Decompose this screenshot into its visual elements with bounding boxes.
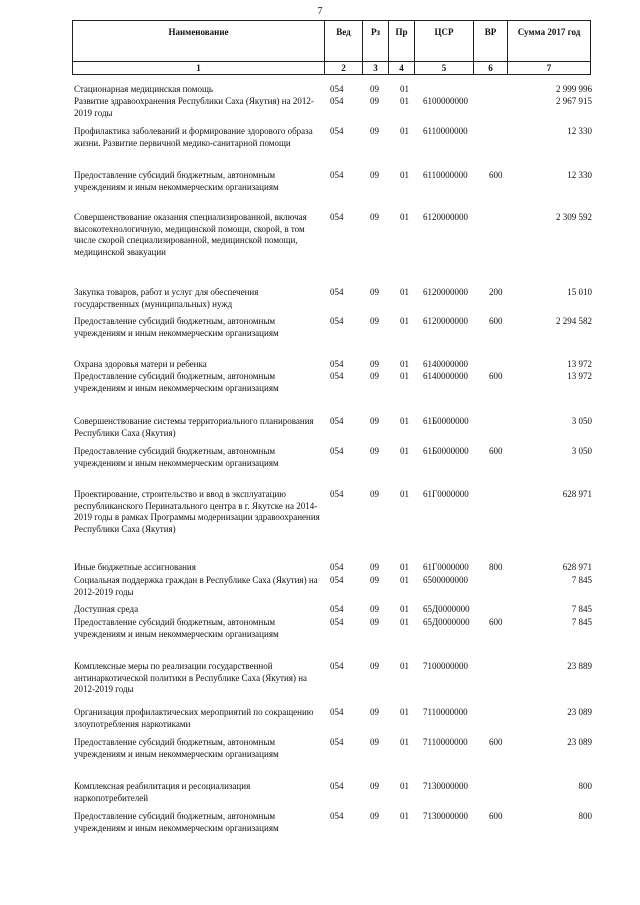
row-ved: 054 <box>330 416 344 426</box>
row-name: Доступная среда <box>74 604 139 614</box>
row-rz: 09 <box>370 359 379 369</box>
row-name: Закупка товаров, работ и услуг для обеспечения государственных (муниципальных) нужд <box>74 287 259 309</box>
row-sum: 23 889 <box>567 661 592 671</box>
row-vr: 600 <box>489 170 503 180</box>
header-ved: Вед <box>325 21 363 62</box>
row-csr: 61Б0000000 <box>423 446 469 456</box>
column-number: 4 <box>389 62 415 75</box>
row-rz: 09 <box>370 84 379 94</box>
row-rz: 09 <box>370 126 379 136</box>
row-name: Предоставление субсидий бюджетным, автономным учреждениям и иным некоммерческим организациям <box>74 446 279 468</box>
row-sum: 628 971 <box>562 562 592 572</box>
row-rz: 09 <box>370 781 379 791</box>
row-vr: 600 <box>489 371 503 381</box>
row-ved: 054 <box>330 707 344 717</box>
row-csr: 6100000000 <box>423 96 468 106</box>
row-csr: 7110000000 <box>423 737 468 747</box>
row-ved: 054 <box>330 489 344 499</box>
row-sum: 12 330 <box>567 170 592 180</box>
row-rz: 09 <box>370 96 379 106</box>
row-name: Комплексная реабилитация и ресоциализация наркопотребителей <box>74 781 251 803</box>
row-sum: 7 845 <box>571 617 592 627</box>
row-ved: 054 <box>330 96 344 106</box>
row-sum: 23 089 <box>567 737 592 747</box>
row-ved: 054 <box>330 811 344 821</box>
row-name: Предоставление субсидий бюджетным, автономным учреждениям и иным некоммерческим организациям <box>74 617 279 639</box>
row-rz: 09 <box>370 416 379 426</box>
row-rz: 09 <box>370 446 379 456</box>
row-name: Охрана здоровья матери и ребенка <box>74 359 207 369</box>
row-csr: 65Д0000000 <box>423 604 470 614</box>
row-csr: 61Г0000000 <box>423 562 469 572</box>
row-name: Предоставление субсидий бюджетным, автономным учреждениям и иным некоммерческим организациям <box>74 316 279 338</box>
row-csr: 6120000000 <box>423 316 468 326</box>
header-vr: ВР <box>474 21 508 62</box>
row-name: Предоставление субсидий бюджетным, автономным учреждениям и иным некоммерческим организациям <box>74 811 279 833</box>
row-name: Социальная поддержка граждан в Республике Саха (Якутия) на 2012-2019 годы <box>74 575 318 597</box>
row-ved: 054 <box>330 661 344 671</box>
row-name: Стационарная медицинская помощь <box>74 84 213 94</box>
row-ved: 054 <box>330 287 344 297</box>
column-number: 7 <box>508 62 591 75</box>
row-pr: 01 <box>400 287 409 297</box>
row-ved: 054 <box>330 562 344 572</box>
row-name: Совершенствование оказания специализированной, включая высокотехнологичную, медицинской помощи, скорой, в том числе скорой специализированной, медицинской помощи, медицинской эвакуации <box>74 212 307 257</box>
row-vr: 600 <box>489 737 503 747</box>
row-sum: 3 050 <box>571 446 592 456</box>
row-name: Профилактика заболеваний и формирование здорового образа жизни. Развитие первичной медико-санитарной помощи <box>74 126 313 148</box>
row-name: Развитие здравоохранения Республики Саха (Якутия) на 2012-2019 годы <box>74 96 314 118</box>
row-csr: 61Г0000000 <box>423 489 469 499</box>
row-name: Предоставление субсидий бюджетным, автономным учреждениям и иным некоммерческим организациям <box>74 371 279 393</box>
row-name: Комплексные меры по реализации государственной антинаркотической политики в Республике Саха (Якутия) на 2012-2019 годы <box>74 661 308 695</box>
row-csr: 6110000000 <box>423 126 468 136</box>
row-sum: 800 <box>578 811 592 821</box>
row-rz: 09 <box>370 661 379 671</box>
row-ved: 054 <box>330 446 344 456</box>
row-pr: 01 <box>400 96 409 106</box>
row-csr: 6500000000 <box>423 575 468 585</box>
row-ved: 054 <box>330 604 344 614</box>
row-pr: 01 <box>400 126 409 136</box>
row-pr: 01 <box>400 575 409 585</box>
row-ved: 054 <box>330 575 344 585</box>
row-name: Совершенствование системы территориального планирования Республики Саха (Якутия) <box>74 416 314 438</box>
row-pr: 01 <box>400 371 409 381</box>
row-sum: 23 089 <box>567 707 592 717</box>
row-csr: 6140000000 <box>423 371 468 381</box>
row-csr: 7130000000 <box>423 781 468 791</box>
header-name: Наименование <box>73 21 325 62</box>
row-ved: 054 <box>330 737 344 747</box>
header-rz: Рз <box>363 21 389 62</box>
row-ved: 054 <box>330 617 344 627</box>
row-rz: 09 <box>370 287 379 297</box>
row-ved: 054 <box>330 359 344 369</box>
row-pr: 01 <box>400 617 409 627</box>
row-pr: 01 <box>400 661 409 671</box>
row-csr: 6120000000 <box>423 212 468 222</box>
row-sum: 13 972 <box>567 371 592 381</box>
row-pr: 01 <box>400 707 409 717</box>
row-ved: 054 <box>330 170 344 180</box>
row-pr: 01 <box>400 446 409 456</box>
row-ved: 054 <box>330 371 344 381</box>
row-sum: 800 <box>578 781 592 791</box>
column-number: 5 <box>415 62 474 75</box>
row-csr: 6120000000 <box>423 287 468 297</box>
column-number: 1 <box>73 62 325 75</box>
row-ved: 054 <box>330 84 344 94</box>
header-sum: Сумма 2017 год <box>508 21 591 62</box>
row-rz: 09 <box>370 170 379 180</box>
row-vr: 600 <box>489 316 503 326</box>
row-pr: 01 <box>400 416 409 426</box>
row-vr: 200 <box>489 287 503 297</box>
row-sum: 7 845 <box>571 575 592 585</box>
row-ved: 054 <box>330 126 344 136</box>
row-rz: 09 <box>370 562 379 572</box>
column-number: 3 <box>363 62 389 75</box>
row-rz: 09 <box>370 371 379 381</box>
row-csr: 7110000000 <box>423 707 468 717</box>
header-pr: Пр <box>389 21 415 62</box>
row-csr: 61Б0000000 <box>423 416 469 426</box>
row-vr: 600 <box>489 446 503 456</box>
row-pr: 01 <box>400 811 409 821</box>
row-pr: 01 <box>400 359 409 369</box>
row-name: Предоставление субсидий бюджетным, автономным учреждениям и иным некоммерческим организациям <box>74 737 279 759</box>
row-csr: 65Д0000000 <box>423 617 470 627</box>
row-name: Иные бюджетные ассигнования <box>74 562 196 572</box>
row-rz: 09 <box>370 604 379 614</box>
row-csr: 7100000000 <box>423 661 468 671</box>
row-pr: 01 <box>400 84 409 94</box>
row-name: Проектирование, строительство и ввод в эксплуатацию республиканского Перинатального центра в г. Якутске на 2014-2019 годы в рамках Программы модернизации здравоохранения Республики Саха (Якутия) <box>74 489 320 534</box>
row-pr: 01 <box>400 316 409 326</box>
column-number: 6 <box>474 62 508 75</box>
row-name: Организация профилактических мероприятий по сокращению злоупотребления наркотиками <box>74 707 314 729</box>
row-rz: 09 <box>370 617 379 627</box>
row-pr: 01 <box>400 737 409 747</box>
row-pr: 01 <box>400 212 409 222</box>
row-sum: 7 845 <box>571 604 592 614</box>
row-vr: 600 <box>489 811 503 821</box>
row-rz: 09 <box>370 316 379 326</box>
row-sum: 3 050 <box>571 416 592 426</box>
row-ved: 054 <box>330 781 344 791</box>
row-pr: 01 <box>400 604 409 614</box>
page-number: 7 <box>317 6 323 17</box>
row-vr: 800 <box>489 562 503 572</box>
row-sum: 2 967 915 <box>556 96 592 106</box>
header-csr: ЦСР <box>415 21 474 62</box>
row-pr: 01 <box>400 562 409 572</box>
row-sum: 15 010 <box>567 287 592 297</box>
column-number: 2 <box>325 62 363 75</box>
row-sum: 13 972 <box>567 359 592 369</box>
row-rz: 09 <box>370 489 379 499</box>
row-pr: 01 <box>400 781 409 791</box>
row-ved: 054 <box>330 212 344 222</box>
row-sum: 2 309 592 <box>556 212 592 222</box>
row-rz: 09 <box>370 212 379 222</box>
row-rz: 09 <box>370 811 379 821</box>
row-sum: 2 294 582 <box>556 316 592 326</box>
row-ved: 054 <box>330 316 344 326</box>
row-csr: 7130000000 <box>423 811 468 821</box>
row-csr: 6140000000 <box>423 359 468 369</box>
row-rz: 09 <box>370 707 379 717</box>
row-pr: 01 <box>400 489 409 499</box>
row-name: Предоставление субсидий бюджетным, автономным учреждениям и иным некоммерческим организациям <box>74 170 279 192</box>
row-csr: 6110000000 <box>423 170 468 180</box>
row-pr: 01 <box>400 170 409 180</box>
row-rz: 09 <box>370 575 379 585</box>
row-vr: 600 <box>489 617 503 627</box>
row-rz: 09 <box>370 737 379 747</box>
row-sum: 2 999 996 <box>556 84 592 94</box>
row-sum: 628 971 <box>562 489 592 499</box>
row-sum: 12 330 <box>567 126 592 136</box>
